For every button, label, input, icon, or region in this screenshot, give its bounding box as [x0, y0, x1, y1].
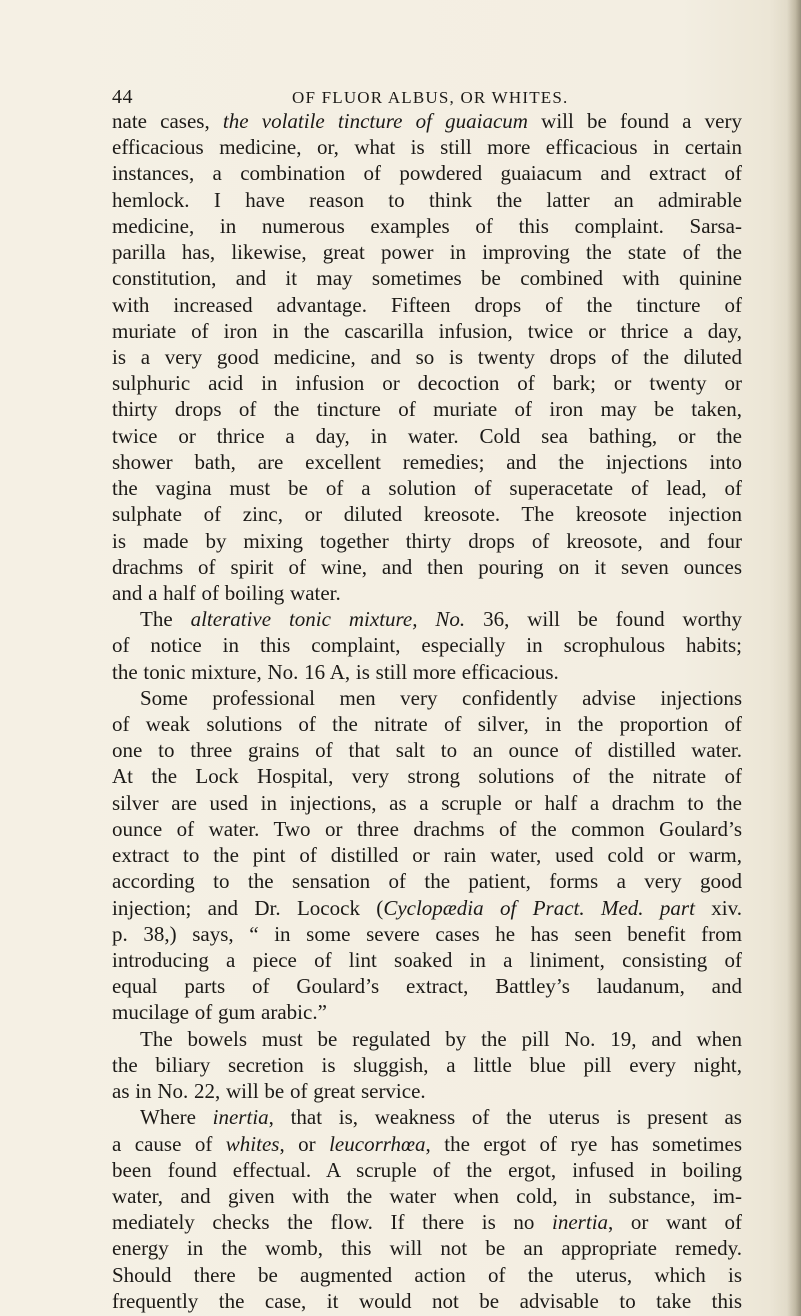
text-line: one to three grains of that salt to an ounce of distilled water. [112, 738, 742, 763]
text-line: the tonic mixture, No. 16 A, is still more efficacious. [112, 659, 559, 684]
text-line: efficacious medicine, or, what is still more efficacious in certain [112, 135, 742, 160]
text-line: The bowels must be regulated by the pill No. 19, and when [140, 1026, 742, 1051]
text-line: a cause of whites, or leucorrhœa, the ergot of rye has sometimes [112, 1131, 742, 1156]
text-line: introducing a piece of lint soaked in a liniment, consisting of [112, 948, 742, 972]
text-line: thirty drops of the tincture of muriate of iron may be taken, [112, 397, 742, 422]
text-line: mucilage of gum arabic.” [112, 1000, 327, 1025]
text-line: of weak solutions of the nitrate of silver, in the proportion of [112, 712, 742, 737]
running-title: OF FLUOR ALBUS, OR WHITES. [292, 88, 569, 107]
text-line: silver are used in injections, as a scruple or half a drachm to the [112, 790, 742, 815]
text-line: Some professional men very confidently advise injections [140, 685, 742, 710]
text-line: as in No. 22, will be of great service. [112, 1079, 426, 1104]
text-line: injection; and Dr. Locock (Cyclopædia of Pract. Med. part xiv. [112, 895, 742, 920]
text-line: equal parts of Goulard’s extract, Battley’s laudanum, and [112, 974, 742, 999]
text-line: drachms of spirit of wine, and then pouring on it seven ounces [112, 554, 742, 579]
text-line: instances, a combination of powdered guaiacum and extract of [112, 161, 742, 186]
body-text [112, 108, 742, 1314]
text-line: and a half of boiling water. [112, 580, 341, 605]
text-line: The alterative tonic mixture, No. 36, will be found worthy [140, 607, 742, 632]
text-line: medicine, in numerous examples of this complaint. Sarsa- [112, 213, 742, 238]
text-line: hemlock. I have reason to think the latter an admirable [112, 187, 742, 212]
italic-phrase: the volatile tincture of guaiacum [222, 109, 528, 133]
page-edge-shadow [787, 0, 801, 1316]
text-line: At the Lock Hospital, very strong solutions of the nitrate of [112, 764, 742, 789]
text-line: muriate of iron in the cascarilla infusion, twice or thrice a day, [112, 318, 742, 343]
text-line: with increased advantage. Fifteen drops of the tincture of [112, 292, 742, 317]
text-line: nate cases, the volatile tincture of guaiacum will be found a very [112, 109, 742, 133]
text-line: twice or thrice a day, in water. Cold sea bathing, or the [112, 423, 742, 448]
text-line: been found effectual. A scruple of the ergot, infused in boiling [112, 1157, 742, 1182]
text-line: constitution, and it may sometimes be combined with quinine [112, 266, 742, 291]
text-line: shower bath, are excellent remedies; and the injections into [112, 449, 742, 474]
text-line: energy in the womb, this will not be an appropriate remedy. [112, 1236, 742, 1261]
text-line: ounce of water. Two or three drachms of the common Goulard’s [112, 816, 742, 841]
text-line: sulphate of zinc, or diluted kreosote. The kreosote injection [112, 502, 742, 527]
text-line: is a very good medicine, and so is twenty drops of the diluted [112, 344, 742, 369]
text-line: frequently the case, it would not be advisable to take this [112, 1288, 742, 1313]
italic-phrase: whites [225, 1131, 280, 1156]
text-line: mediately checks the flow. If there is no inertia, or want of [112, 1210, 742, 1235]
text-line: p. 38,) says, “ in some severe cases he has seen benefit from [112, 921, 742, 946]
italic-phrase: inertia [212, 1105, 269, 1130]
text-line: the biliary secretion is sluggish, a little blue pill every night, [112, 1052, 742, 1077]
page-number: 44 [112, 86, 133, 108]
italic-phrase: leucorrhœa [329, 1131, 426, 1156]
text-line: of notice in this complaint, especially in scrophulous habits; [112, 633, 742, 658]
text-line: extract to the pint of distilled or rain water, used cold or warm, [112, 843, 742, 868]
text-line: the vagina must be of a solution of superacetate of lead, of [112, 476, 742, 501]
text-line: Where inertia, that is, weakness of the uterus is present as [140, 1105, 742, 1130]
text-line: Should there be augmented action of the uterus, which is [112, 1262, 742, 1287]
italic-phrase: alterative tonic mixture, No. [190, 607, 466, 632]
italic-phrase: inertia [552, 1210, 609, 1235]
text-line: water, and given with the water when cold, in substance, im- [112, 1183, 742, 1208]
italic-phrase: Cyclopædia of Pract. Med. part [383, 895, 695, 920]
text-line: parilla has, likewise, great power in improving the state of the [112, 240, 742, 265]
text-line: according to the sensation of the patient, forms a very good [112, 869, 742, 894]
text-line: sulphuric acid in infusion or decoction of bark; or twenty or [112, 371, 742, 396]
text-line: is made by mixing together thirty drops of kreosote, and four [112, 528, 742, 553]
